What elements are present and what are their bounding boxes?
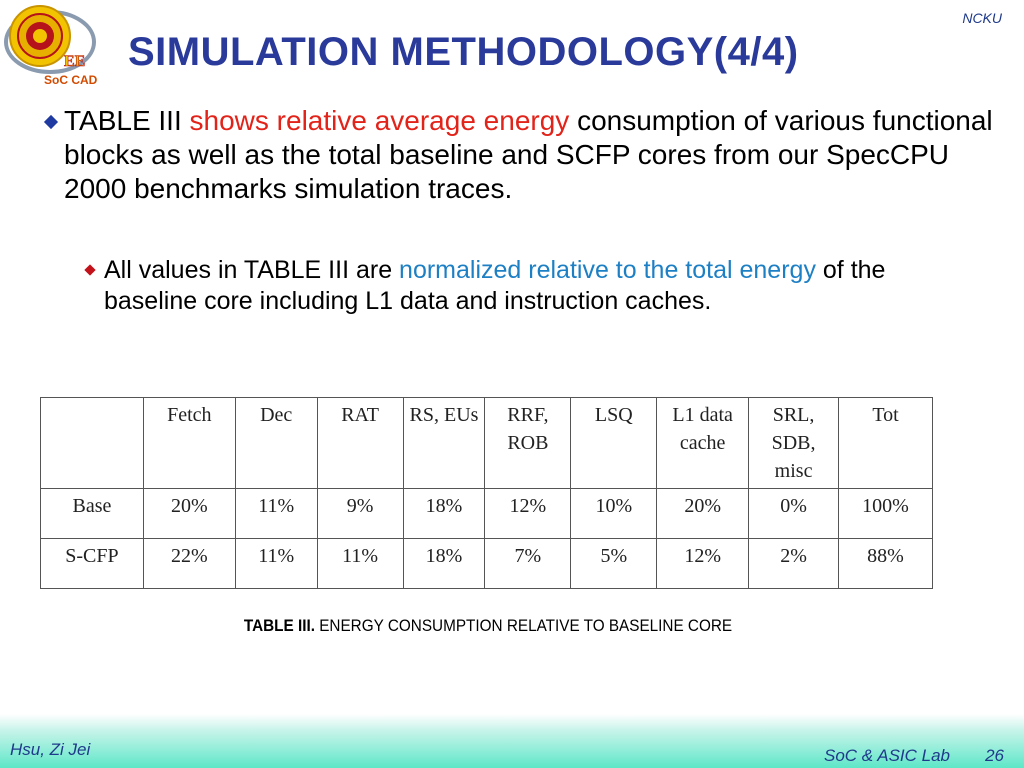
table-header-cell: Dec — [235, 398, 317, 489]
logo-soc-text: SoC CAD — [44, 73, 98, 87]
table-cell: 2% — [749, 539, 839, 589]
table-cell: 88% — [839, 539, 933, 589]
table-header-cell: Fetch — [143, 398, 235, 489]
table-cell: 5% — [571, 539, 657, 589]
bullet-sub-highlight: normalized relative to the total energy — [399, 256, 816, 284]
footer-bar — [0, 714, 1024, 768]
table-cell: 12% — [485, 489, 571, 539]
table-row — [41, 539, 933, 589]
table-cell: 18% — [403, 539, 485, 589]
logo-ee-text: EE — [64, 53, 86, 70]
table-header-cell: L1 data cache — [657, 398, 749, 489]
table-caption-text: ENERGY CONSUMPTION RELATIVE TO BASELINE CORE — [314, 616, 733, 635]
bullet-sub — [86, 255, 966, 317]
bullet-main-text — [46, 104, 996, 206]
bullet-main-part1: TABLE III — [64, 105, 190, 136]
table-row — [41, 489, 933, 539]
table-cell: 11% — [235, 489, 317, 539]
footer-author: Hsu, Zi Jei — [10, 740, 91, 759]
bullet-main-part2: consumption of various functional blocks as well as the total baseline and SCFP cores from our SpecCPU 2000 benchmarks simulation traces. — [64, 105, 993, 204]
table-cell: 11% — [317, 539, 403, 589]
table-header-cell: Tot — [839, 398, 933, 489]
table-cell: 7% — [485, 539, 571, 589]
bullet-main — [46, 104, 996, 206]
energy-table — [40, 397, 933, 589]
table-cell: 20% — [143, 489, 235, 539]
bullet-sub-part1: All values in TABLE III are — [104, 256, 400, 284]
slide-title: SIMULATION METHODOLOGY(4/4) — [128, 30, 799, 74]
table-cell: 9% — [317, 489, 403, 539]
table-cell: 0% — [749, 489, 839, 539]
table-cell: Base — [41, 489, 144, 539]
table-cell: 22% — [143, 539, 235, 589]
table-header-cell: SRL, SDB, misc — [749, 398, 839, 489]
bullet-sub-text — [86, 255, 966, 317]
table-cell: 100% — [839, 489, 933, 539]
bullet-sub-part2: of the baseline core including L1 data and instruction caches. — [104, 256, 886, 315]
bullet-main-highlight: shows relative average energy — [189, 105, 570, 136]
page-number: 26 — [985, 746, 1004, 765]
table-cell: 11% — [235, 539, 317, 589]
table-cell: 20% — [657, 489, 749, 539]
table-cell: 12% — [657, 539, 749, 589]
table-header-cell: RAT — [317, 398, 403, 489]
table-caption — [49, 616, 927, 636]
table-caption-label: TABLE III. — [243, 616, 315, 635]
ncku-ee-logo — [4, 4, 112, 90]
table-cell: 10% — [571, 489, 657, 539]
org-label: NCKU — [962, 10, 1002, 26]
table-header-cell: RS, EUs — [403, 398, 485, 489]
table-header-row — [41, 398, 933, 489]
table-header-cell — [41, 398, 144, 489]
table-header-cell: RRF, ROB — [485, 398, 571, 489]
footer-lab: SoC & ASIC Lab — [824, 746, 950, 765]
table-cell: 18% — [403, 489, 485, 539]
table-header-cell: LSQ — [571, 398, 657, 489]
table-cell: S-CFP — [41, 539, 144, 589]
